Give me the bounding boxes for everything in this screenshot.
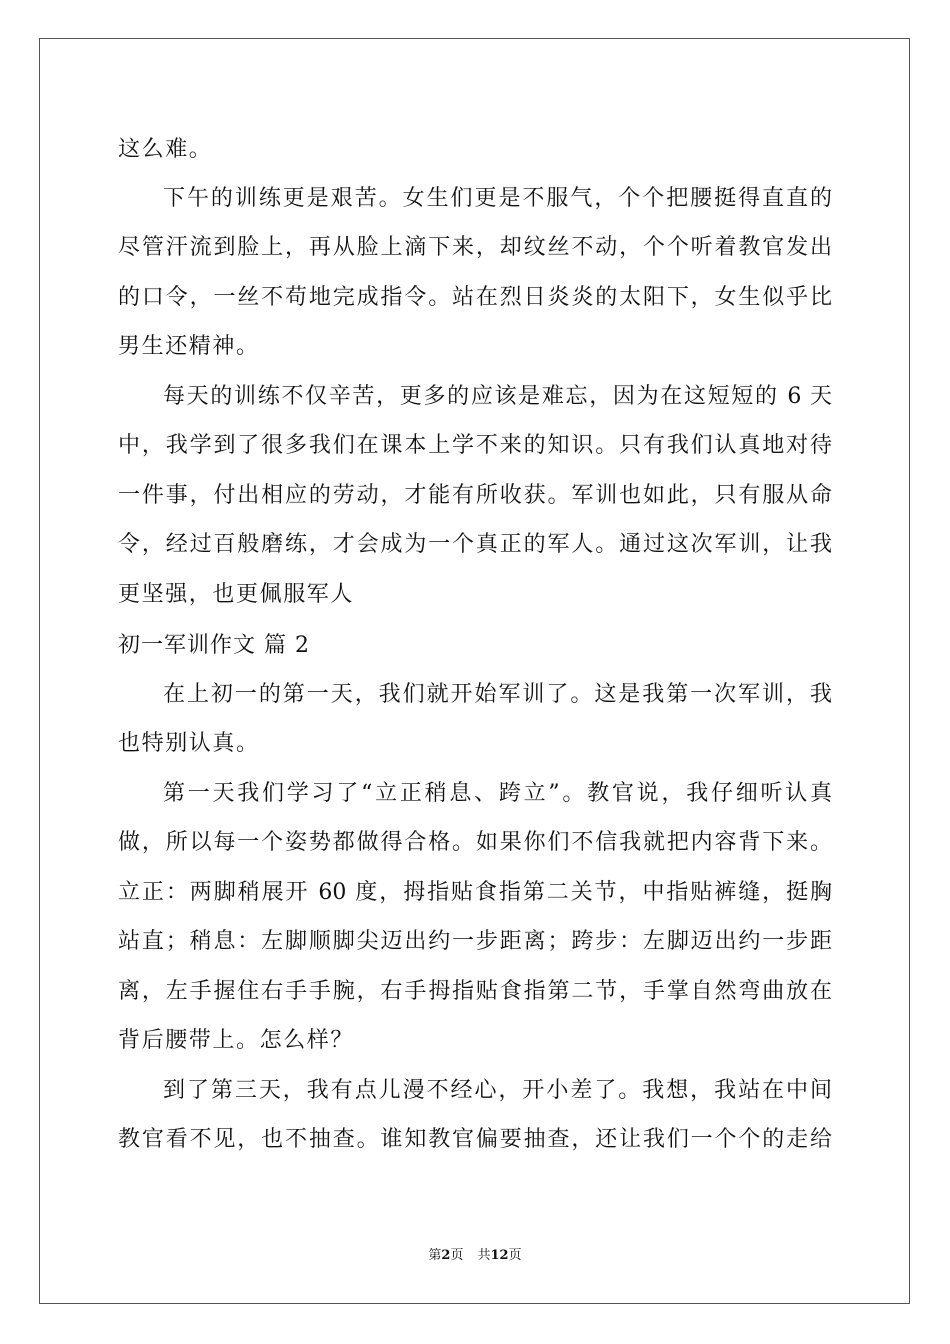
text-line: 尽管汗流到脸上，再从脸上滴下来，却纹丝不动，个个听着教官发出: [118, 235, 832, 260]
paragraph-first-line: 每天的训练不仅辛苦，更多的应该是难忘，因为在这短短的 6 天: [163, 384, 832, 409]
text-line: 也特别认真。: [118, 731, 260, 756]
total-page-count: 12: [490, 1248, 509, 1263]
text-line: 男生还精神。: [118, 334, 260, 359]
text-line: 中，我学到了很多我们在课本上学不来的知识。只有我们认真地对待: [118, 433, 832, 458]
paragraph-first-line: 到了第三天，我有点儿漫不经心，开小差了。我想，我站在中间: [163, 1078, 832, 1103]
text-line: 站直；稍息：左脚顺脚尖迈出约一步距离；跨步：左脚迈出约一步距: [118, 929, 832, 954]
text-line: 的口令，一丝不苟地完成指令。站在烈日炎炎的太阳下，女生似乎比: [118, 285, 832, 310]
page-number-label: [428, 1248, 463, 1263]
page-footer: [0, 1247, 950, 1265]
paragraph-first-line: 第一天我们学习了“立正稍息、跨立”。教官说，我仔细听认真: [163, 781, 832, 806]
total-prefix: 共: [477, 1248, 491, 1263]
text-line: 教官看不见，也不抽查。谁知教官偏要抽查，还让我们一个个的走给: [118, 1127, 832, 1152]
text-line: 做，所以每一个姿势都做得合格。如果你们不信我就把内容背下来。: [118, 830, 832, 855]
text-line: 这么难。: [118, 137, 213, 162]
text-line: 一件事，付出相应的劳动，才能有所收获。军训也如此，只有服从命: [118, 483, 832, 508]
text-line: 背后腰带上。怎么样？: [118, 1028, 355, 1053]
text-line: 立正：两脚稍展开 60 度，拇指贴食指第二关节，中指贴裤缝，挺胸: [118, 880, 832, 905]
section-heading: 初一军训作文 篇 2: [118, 633, 310, 658]
total-unit: 页: [508, 1248, 522, 1263]
page-prefix: 第: [428, 1248, 442, 1263]
paragraph-first-line: 在上初一的第一天，我们就开始军训了。这是我第一次军训，我: [163, 682, 832, 707]
text-line: 更坚强，也更佩服军人: [118, 582, 355, 607]
current-page-number: 2: [441, 1248, 451, 1263]
paragraph-first-line: 下午的训练更是艰苦。女生们更是不服气，个个把腰挺得直直的: [163, 186, 832, 211]
text-line: 离，左手握住右手手腕，右手拇指贴食指第二节，手掌自然弯曲放在: [118, 979, 832, 1004]
total-pages-label: [477, 1248, 521, 1263]
text-line: 令，经过百般磨练，才会成为一个真正的军人。通过这次军训，让我: [118, 532, 832, 557]
page-border: [39, 38, 910, 1304]
page-unit: 页: [450, 1248, 464, 1263]
